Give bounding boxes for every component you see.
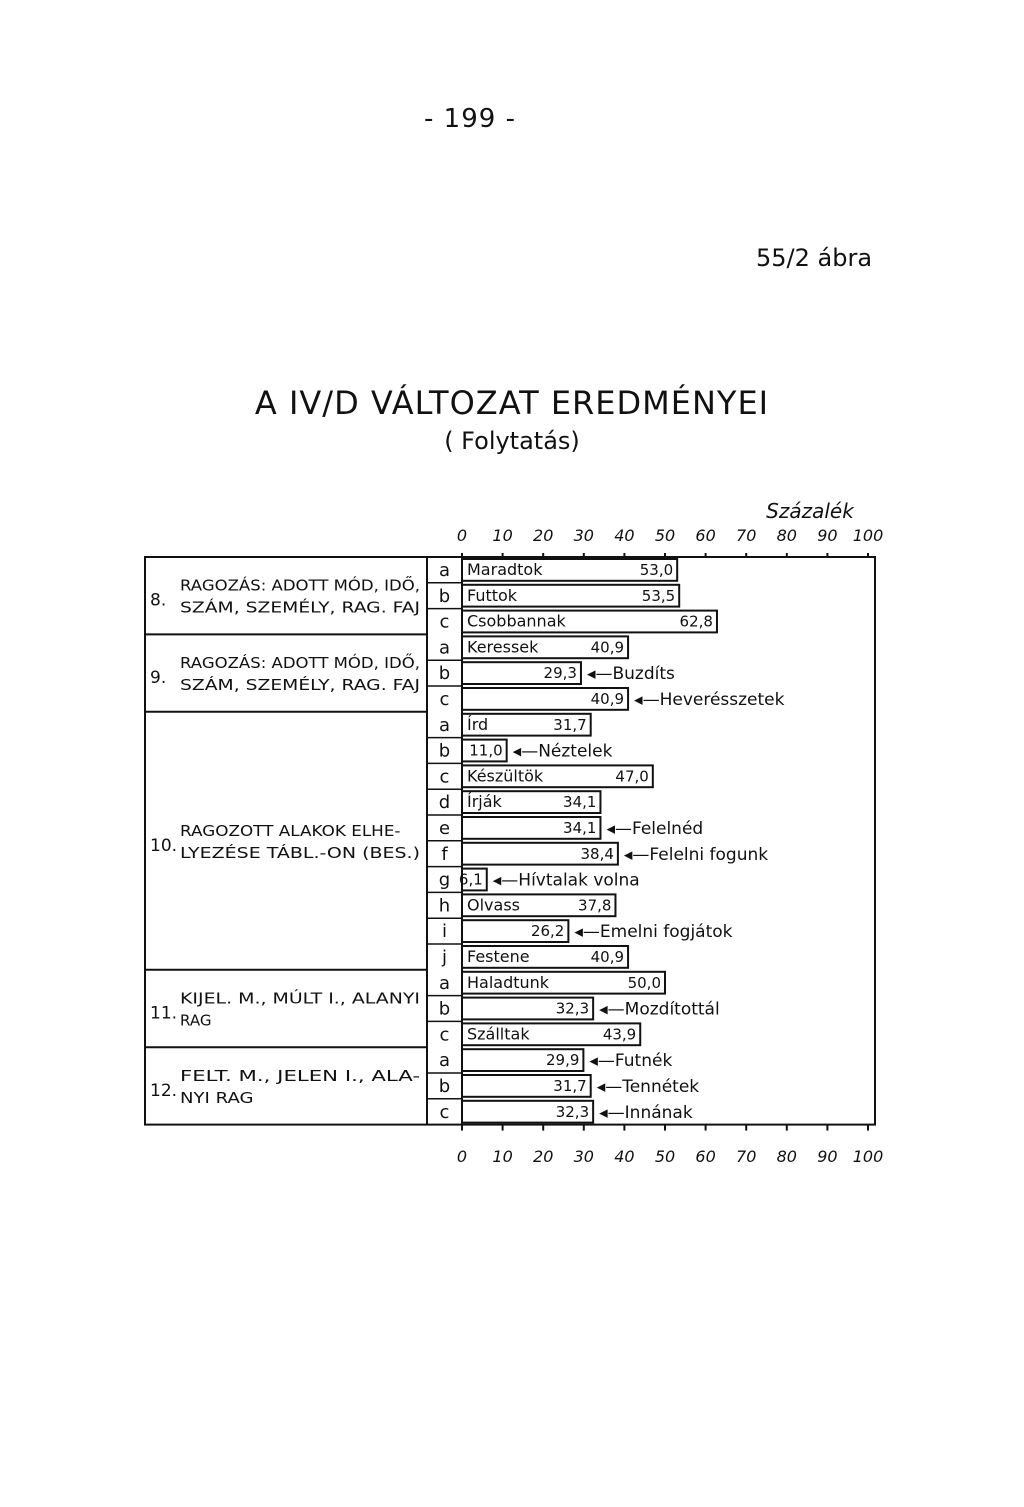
group-label: LYEZÉSE TÁBL.-ON (BES.) (180, 843, 370, 862)
row-letter: b (438, 663, 451, 685)
bar-value: 53,5 (641, 586, 676, 605)
bar-value: 38,4 (580, 844, 614, 863)
row-letter: j (441, 947, 448, 968)
row-letter: a (438, 714, 451, 736)
group-number: 9. (150, 668, 167, 689)
row-letter: a (438, 560, 451, 581)
row-letter: b (438, 1076, 451, 1097)
row-letter: c (439, 689, 450, 710)
bar-word: Készültök (467, 766, 544, 786)
group-label: RAGOZÁS: ADOTT MÓD, IDŐ, (180, 654, 398, 673)
group-label: NYI RAG (180, 1088, 254, 1107)
group-number: 11. (150, 1003, 178, 1024)
bar-value: 37,8 (578, 896, 612, 915)
group-label: SZÁM, SZEMÉLY, RAG. FAJ (180, 676, 373, 695)
bar-value: 26,2 (530, 922, 565, 941)
bar-arrow-word: ◂—Heverésszetek (634, 690, 785, 710)
tick-label-top: 20 (533, 526, 554, 545)
group-label: SZÁM, SZEMÉLY, RAG. FAJ (180, 598, 373, 617)
tick-label-top: 70 (736, 526, 757, 545)
tick-label-bottom: 100 (852, 1147, 884, 1166)
row-letter: a (438, 637, 451, 659)
tick-label-top: 90 (817, 526, 838, 545)
bar-value: 29,3 (543, 664, 577, 683)
tick-label-top: 0 (456, 526, 468, 545)
tick-label-top: 50 (654, 526, 676, 545)
tick-label-top: 100 (852, 526, 884, 545)
bar-word: Festene (467, 947, 530, 966)
bar-word: Maradtok (467, 560, 543, 579)
row-letter: e (438, 818, 451, 839)
bar-arrow-word: ◂—Tennétek (596, 1077, 700, 1097)
page-number: - 199 - (424, 104, 516, 134)
tick-label-bottom: 40 (614, 1147, 635, 1166)
tick-label-bottom: 80 (776, 1147, 797, 1166)
tick-label-top: 10 (492, 526, 513, 545)
bar-value: 53,0 (639, 561, 674, 579)
bar-value: 31,7 (553, 715, 587, 734)
bar-arrow-word: ◂—Felelni fogunk (623, 844, 769, 865)
bar-word: Írják (467, 792, 502, 812)
bar-word: Szálltak (467, 1024, 530, 1044)
row-letter: i (441, 921, 448, 943)
bar-word: Csobbannak (467, 611, 566, 631)
row-letter: f (441, 843, 448, 865)
tick-label-bottom: 60 (695, 1147, 716, 1166)
row-letter: d (438, 792, 451, 814)
chart-subtitle: ( Folytatás) (444, 427, 580, 455)
bar-arrow-word: ◂—Futnék (589, 1051, 673, 1072)
tick-label-bottom: 90 (817, 1147, 838, 1166)
tick-label-bottom: 50 (654, 1147, 676, 1166)
bar-arrow-word: ◂—Néztelek (512, 741, 613, 762)
chart-title: A IV/D VÁLTOZAT EREDMÉNYEI (254, 384, 770, 422)
row-letter: c (439, 611, 450, 633)
tick-label-bottom: 20 (533, 1147, 554, 1166)
group-number: 10. (150, 835, 178, 856)
group-number: 12. (150, 1080, 178, 1101)
bar-value: 34,1 (563, 793, 597, 812)
figure-label: 55/2 ábra (756, 244, 873, 272)
bar-value: 34,1 (563, 819, 597, 837)
tick-label-top: 40 (614, 526, 635, 545)
row-letter: b (438, 585, 451, 607)
bar-value: 32,3 (555, 1102, 590, 1121)
bar-value: 47,0 (615, 767, 649, 786)
group-label: RAGOZOTT ALAKOK ELHE- (180, 821, 401, 840)
group-number: 8. (150, 590, 167, 611)
tick-label-bottom: 10 (492, 1147, 513, 1166)
bar-value: 43,9 (602, 1025, 637, 1044)
row-letter: c (439, 766, 450, 788)
bar-value: 40,9 (590, 690, 625, 708)
bar-word: Keressek (467, 637, 539, 657)
bar-value: 6,1 (458, 870, 483, 889)
group-label: RAG (180, 1011, 212, 1030)
row-letter: g (438, 869, 451, 891)
bar-arrow-word: ◂—Buzdíts (586, 664, 675, 685)
tick-label-bottom: 70 (736, 1147, 757, 1166)
bar-arrow-word: ◂—Innának (599, 1102, 693, 1123)
group-label: RAGOZÁS: ADOTT MÓD, IDŐ, (180, 576, 398, 595)
unit-label: Százalék (766, 499, 854, 523)
bar-value: 31,7 (553, 1077, 587, 1095)
bar-value: 40,9 (590, 638, 625, 657)
bar-value: 62,8 (679, 612, 713, 631)
row-letter: h (438, 895, 451, 917)
bar-value: 29,9 (545, 1051, 580, 1070)
row-letter: a (438, 1050, 451, 1072)
bar-word: Futtok (467, 585, 518, 605)
bar-value: 32,3 (555, 999, 590, 1018)
bar-arrow-word: ◂—Felelnéd (606, 819, 704, 839)
row-letter: c (439, 1024, 450, 1046)
bar-word: Olvass (467, 895, 520, 915)
row-letter: c (439, 1101, 450, 1123)
tick-label-bottom: 0 (456, 1147, 468, 1166)
bar-value: 40,9 (590, 948, 625, 966)
bar-arrow-word: ◂—Emelni fogjátok (574, 922, 733, 943)
tick-label-top: 60 (695, 526, 716, 545)
row-letter: b (438, 998, 451, 1020)
bar-word: Írd (467, 714, 489, 734)
bar-value: 11,0 (469, 741, 503, 760)
bar-arrow-word: ◂—Mozdítottál (599, 999, 720, 1020)
tick-label-top: 30 (573, 526, 594, 545)
tick-label-bottom: 30 (573, 1147, 594, 1166)
bar-word: Haladtunk (467, 972, 550, 992)
row-letter: a (438, 972, 451, 994)
bar-arrow-word: ◂—Hívtalak volna (492, 870, 640, 891)
row-letter: b (438, 740, 451, 762)
group-label: KIJEL. M., MÚLT I., ALANYI (180, 989, 371, 1008)
tick-label-top: 80 (776, 526, 797, 545)
group-label: FELT. M., JELEN I., ALA- (180, 1066, 420, 1085)
bar-value: 50,0 (627, 973, 661, 992)
